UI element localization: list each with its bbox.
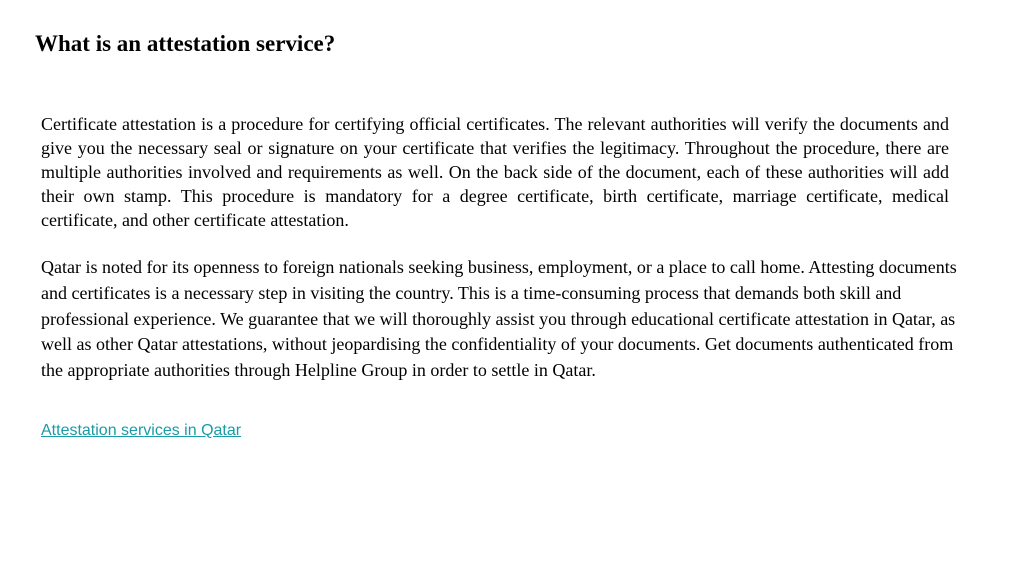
attestation-services-link[interactable]: Attestation services in Qatar [41,422,242,439]
paragraph-qatar: Qatar is noted for its openness to foreign nationals seeking business, employment, or a place to call home. Attesting documents and certificates is a necessary step in visiting the country. This is a time-consuming process that demands both skill and professional experience. We guarantee that we will thoroughly assist you through educational certificate attestation in Qatar, as well as other Qatar attestations, without jeopardising the confidentiality of your documents. Get documents authenticated from the appropriate authorities through Helpline Group in order to settle in Qatar. [41,257,957,381]
page-title: What is an attestation service? [35,31,336,56]
paragraph-certificate-attestation: Certificate attestation is a procedure for certifying official certificates. The relevant authorities will verify the documents and give you the necessary seal or signature on your certificate that verifies the legitimacy. Throughout the procedure, there are multiple authorities involved and requirements as well. On the back side of the document, each of these authorities will add their own stamp. This procedure is mandatory for a degree certificate, birth certificate, marriage certificate, medical certificate, and other certificate attestation. [41,114,949,230]
